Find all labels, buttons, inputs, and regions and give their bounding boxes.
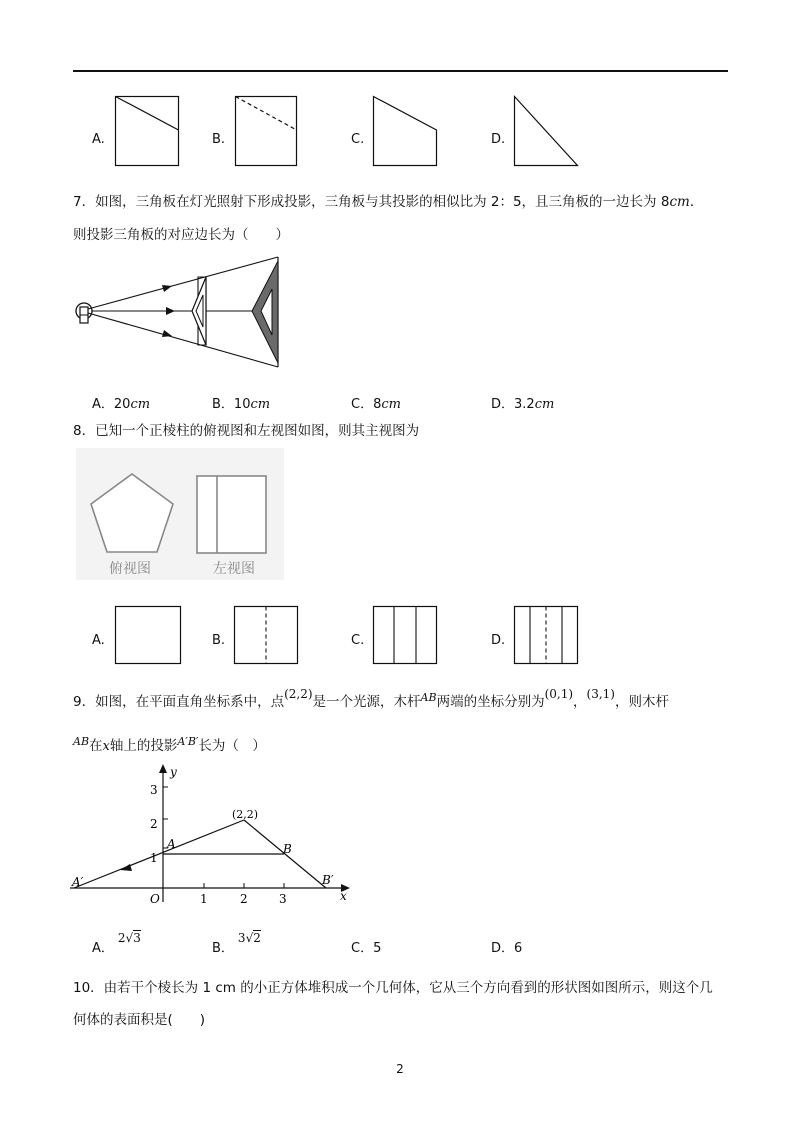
q9-stem-line1 xyxy=(73,687,669,712)
q8-option-c-figure xyxy=(373,606,437,664)
q9-line2-rod: AB xyxy=(73,735,90,748)
q8-option-d-letter: D. xyxy=(491,633,506,648)
q9-option-b-rad: 2 xyxy=(253,931,261,945)
q9-option-d-value: 6 xyxy=(514,941,523,956)
q9-option-b-letter: B． xyxy=(212,941,234,956)
q8-left-view-label: 左视图 xyxy=(213,561,255,577)
q9-coord-a: (0,1) xyxy=(544,687,574,701)
q9-option-d[interactable] xyxy=(491,937,522,956)
q9-light-label: (2,2) xyxy=(232,808,259,821)
q9-x-tick-2: 2 xyxy=(240,892,248,906)
q9-option-c-letter: C． xyxy=(351,941,374,956)
q9-option-c[interactable] xyxy=(351,937,381,956)
q9-line2-c: 长为（ ） xyxy=(198,738,266,754)
q9-option-b[interactable] xyxy=(212,931,261,956)
q9-line2-b: 轴上的投影 xyxy=(109,738,178,754)
q7-unit: cm xyxy=(669,194,690,210)
q9-option-c-value: 5 xyxy=(373,941,382,956)
q7-option-d-letter: D． xyxy=(491,397,515,412)
q9-stem-line2 xyxy=(73,737,266,756)
q9-point-b-prime-label: B′ xyxy=(322,873,334,887)
q9-coordinate-graph xyxy=(70,762,360,912)
q6-option-c-letter: C. xyxy=(351,132,365,147)
q6-option-b-figure xyxy=(235,96,297,166)
q9-line2-a: 在 xyxy=(89,738,103,754)
q9-point-a-label: A xyxy=(167,837,176,851)
q10-stem-line1: 10．由若干个棱长为 1 cm 的小正方体堆积成一个几何体，它从三个方向看到的形状图如图所示，则这个几 xyxy=(73,980,713,996)
q9-y-tick-3: 3 xyxy=(150,783,158,797)
q9-point-b-label: B xyxy=(283,842,292,856)
q9-option-a[interactable] xyxy=(92,931,141,956)
q7-line1-end: ． xyxy=(689,194,704,210)
q8-option-a-letter: A. xyxy=(92,633,105,648)
q7-stem-line2: 则投影三角板的对应边长为（ ） xyxy=(73,227,289,243)
q7-option-d-value: 3.2 xyxy=(514,397,535,412)
q7-option-a[interactable] xyxy=(92,393,150,412)
q6-option-d-letter: D. xyxy=(491,132,506,147)
header-rule xyxy=(73,70,728,72)
q9-point-a-prime-label: A′ xyxy=(72,875,84,889)
q8-option-c-letter: C. xyxy=(351,633,365,648)
q9-x-tick-1: 1 xyxy=(200,892,208,906)
q8-top-view-label: 俯视图 xyxy=(109,561,151,577)
sqrt-icon: √ xyxy=(245,931,254,945)
q9-coord-b: (3,1) xyxy=(586,687,615,701)
q7-option-c-unit: cm xyxy=(381,397,401,412)
q6-option-c-figure xyxy=(373,96,437,166)
q7-option-d[interactable] xyxy=(491,393,554,412)
q7-projection-figure xyxy=(74,255,284,370)
q10-stem-line2: 何体的表面积是( ) xyxy=(73,1012,206,1028)
q6-option-a-letter: A. xyxy=(92,132,105,147)
q9-y-tick-1: 1 xyxy=(150,851,158,865)
q9-x-tick-3: 3 xyxy=(279,892,287,906)
q9-light-point: (2,2) xyxy=(284,687,313,701)
q6-option-a-figure xyxy=(115,96,179,166)
q9-option-a-rad: 3 xyxy=(133,931,141,945)
sqrt-icon: √ xyxy=(125,931,134,945)
q7-option-c-value: 8 xyxy=(373,397,382,412)
q7-stem-line1 xyxy=(73,193,703,211)
q9-line1-d: ，则木杆 xyxy=(614,694,669,710)
q8-stem: 8．已知一个正棱柱的俯视图和左视图如图，则其主视图为 xyxy=(73,423,420,439)
q9-origin-label: O xyxy=(150,892,160,906)
q7-option-b-letter: B． xyxy=(212,397,234,412)
q9-option-a-value xyxy=(118,931,141,945)
q9-projection: A′B′ xyxy=(177,735,199,748)
q7-option-b-value: 10 xyxy=(233,397,251,412)
q9-option-a-coef: 2 xyxy=(117,931,126,945)
q9-option-a-letter: A． xyxy=(92,941,114,956)
page-number: 2 xyxy=(396,1062,404,1076)
q9-comma: ， xyxy=(573,694,587,710)
q7-line1-text: 7．如图，三角板在灯光照射下形成投影，三角板与其投影的相似比为 2：5，且三角板的一边长为 8 xyxy=(73,194,670,210)
q9-y-tick-2: 2 xyxy=(150,817,158,831)
q9-line1-b: 是一个光源，木杆 xyxy=(312,694,421,710)
q8-option-d-figure xyxy=(514,606,578,664)
q9-option-b-coef: 3 xyxy=(237,931,246,945)
q9-y-axis-label: y xyxy=(170,765,177,779)
q7-option-c-letter: C． xyxy=(351,397,374,412)
q8-option-b-figure xyxy=(234,606,298,664)
q7-option-a-letter: A． xyxy=(92,397,114,412)
q7-option-a-unit: cm xyxy=(130,397,151,412)
q7-option-c[interactable] xyxy=(351,393,401,412)
q8-option-b-letter: B. xyxy=(212,633,226,648)
q7-option-b[interactable] xyxy=(212,393,270,412)
q6-option-b-letter: B. xyxy=(212,132,226,147)
q9-option-d-letter: D． xyxy=(491,941,515,956)
q9-line1-c: 两端的坐标分别为 xyxy=(436,694,545,710)
q8-views-figure xyxy=(76,448,284,580)
q9-line1-a: 9．如图，在平面直角坐标系中，点 xyxy=(73,694,285,710)
q9-rod: AB xyxy=(420,691,437,704)
q9-x-axis-label: x xyxy=(340,889,347,903)
q7-option-a-value: 20 xyxy=(113,397,131,412)
q6-option-d-figure xyxy=(514,96,578,166)
q9-x-var: x xyxy=(102,739,110,754)
q8-option-a-figure xyxy=(115,606,181,664)
q9-option-b-value xyxy=(238,931,261,945)
q7-option-b-unit: cm xyxy=(250,397,271,412)
q7-option-d-unit: cm xyxy=(534,397,555,412)
